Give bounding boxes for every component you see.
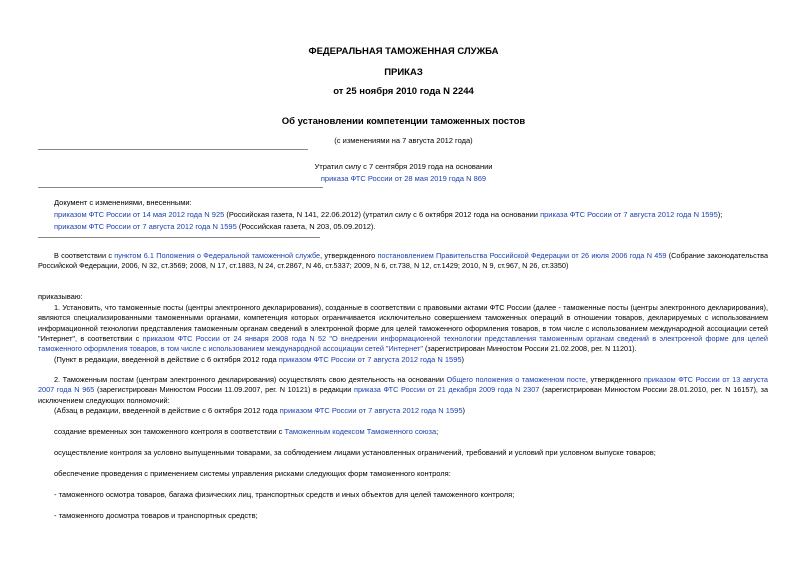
list-item: создание временных зон таможенного контроля в соответствии с Таможенным кодексом Таможенного союза;: [54, 427, 439, 436]
fts-regulation-link[interactable]: пунктом 6.1 Положения о Федеральной таможенной службе: [114, 251, 321, 260]
customs-code-link[interactable]: Таможенным кодексом Таможенного союза: [284, 427, 437, 436]
changes-label: Документ с изменениями, внесенными:: [54, 198, 192, 207]
list-item: - таможенного осмотра товаров, багажа физических лиц, транспортных средств и иных объектов для целей таможенного контроля;: [54, 490, 515, 499]
changes-line-2: приказом ФТС России от 7 августа 2012 года N 1595 (Российская газета, N 203, 05.09.2012).: [54, 222, 376, 231]
order-965-link[interactable]: приказом ФТС России от 13 августа 2007 года N 965: [38, 375, 768, 395]
repeal-status-link: [0, 174, 807, 183]
repeal-status-text: Утратил силу с 7 сентября 2019 года на основании: [314, 162, 493, 171]
divider: [38, 187, 323, 188]
list-item: осуществление контроля за условно выпущенными товарами, за соблюдением лицами установленных ограничений, требований и условий при условном выпуске товаров;: [54, 448, 656, 457]
document-title: Об установлении компетенции таможенных постов: [281, 116, 526, 127]
repeal-order-link[interactable]: приказа ФТС России от 28 мая 2019 года N 869: [320, 174, 487, 183]
order-2307-link[interactable]: приказа ФТС России от 21 декабря 2009 года N 2307: [354, 385, 540, 395]
agency-name: ФЕДЕРАЛЬНАЯ ТАМОЖЕННАЯ СЛУЖБА: [308, 46, 499, 57]
paragraph-1-note: (Пункт в редакции, введенной в действие с 6 октября 2012 года приказом ФТС России от 7 августа 2012 года N 1595): [54, 355, 465, 364]
order-1595-link-p2[interactable]: приказом ФТС России от 7 августа 2012 года N 1595: [279, 406, 463, 415]
changes-line-1: приказом ФТС России от 14 мая 2012 года N 925 (Российская газета, N 141, 22.06.2012) (утратил силу с 6 октября 2012 года на основании приказа ФТС России от 7 августа 2012 года N 1595);: [54, 210, 723, 219]
revision-note: (с изменениями на 7 августа 2012 года): [334, 136, 473, 145]
divider: [38, 149, 308, 150]
list-item: - таможенного досмотра товаров и транспортных средств;: [54, 511, 258, 520]
divider: [38, 237, 320, 238]
order-52-link[interactable]: приказом ФТС России от 24 января 2008 года N 52 "О внедрении информационной технологии представления таможенным органам сведений в электронной форме для целей таможенного оформления товаров, в том числе с использованием международной ассоциации сетей "Интернет": [38, 333, 768, 354]
paragraph-2: 2. Таможенным постам (центрам электронного декларирования) осуществлять свою деятельность на основании Общего положения о таможенном посте, утвержденного приказом ФТС России от 13 августа 2007 года N 965 (зарегистрирован Минюстом России 11.09.2007, рег. N 10121) в редакции приказа ФТС России от 21 декабря 2009 года N 2307 (зарегистрирован Минюстом России 28.01.2010, рег. N 16157), за исключением следующих полномочий:: [38, 375, 769, 405]
list-item: обеспечение проведения с применением системы управления рисками следующих форм таможенного контроля:: [54, 469, 451, 478]
change-order-1595-link[interactable]: приказа ФТС России от 7 августа 2012 года N 1595: [540, 210, 718, 219]
customs-post-regulation-link[interactable]: Общего положения о таможенном посте: [446, 375, 586, 384]
preamble-paragraph: В соответствии с пунктом 6.1 Положения о Федеральной таможенной службе, утвержденного постановлением Правительства Российской Федерации от 26 июля 2006 года N 459 (Собрание законодательства Российской Федерации, 2006, N 32, ст.3569; 2008, N 17, ст.1883, N 24, ст.2867, N 46, ст.5337; 2009, N 6, ст.738, N 12, ст.1429; 2010, N 9, ст.967, N 26, ст.3350): [38, 251, 769, 271]
paragraph-2-note: (Абзац в редакции, введенной в действие с 6 октября 2012 года приказом ФТС России от 7 августа 2012 года N 1595): [54, 406, 465, 415]
paragraph-1: 1. Установить, что таможенные посты (центры электронного декларирования), созданные в соответствии с правовыми актами ФТС России (далее - таможенные посты (центры электронного декларирования), являются специализированными таможенными органами, компетенция которых ограничивается исключительно совершением таможенных операций в отношении товаров, декларируемых с использованием информационной технологии представления таможенным органам сведений в электронной форме для целей таможенного оформления товаров, в том числе с использованием международной ассоциации сетей "Интернет", в соответствии с приказом ФТС России от 24 января 2008 года N 52 "О внедрении информационной технологии представления таможенным органам сведений в электронной форме для целей таможенного оформления товаров, в том числе с использованием международной ассоциации сетей "Интернет" (зарегистрирован Минюстом России 21.02.2008, рег. N 11201).: [38, 303, 768, 354]
change-order-925-link[interactable]: приказом ФТС России от 14 мая 2012 года N 925: [54, 210, 225, 219]
government-resolution-link[interactable]: постановлением Правительства Российской Федерации от 26 июля 2006 года N 459: [377, 251, 667, 260]
order-1595-link-p1[interactable]: приказом ФТС России от 7 августа 2012 года N 1595: [278, 355, 462, 364]
document-type: ПРИКАЗ: [384, 67, 423, 78]
document-date-number: от 25 ноября 2010 года N 2244: [333, 86, 474, 97]
order-word: приказываю:: [38, 292, 83, 301]
change-order-1595-link-2[interactable]: приказом ФТС России от 7 августа 2012 года N 1595: [54, 222, 237, 231]
